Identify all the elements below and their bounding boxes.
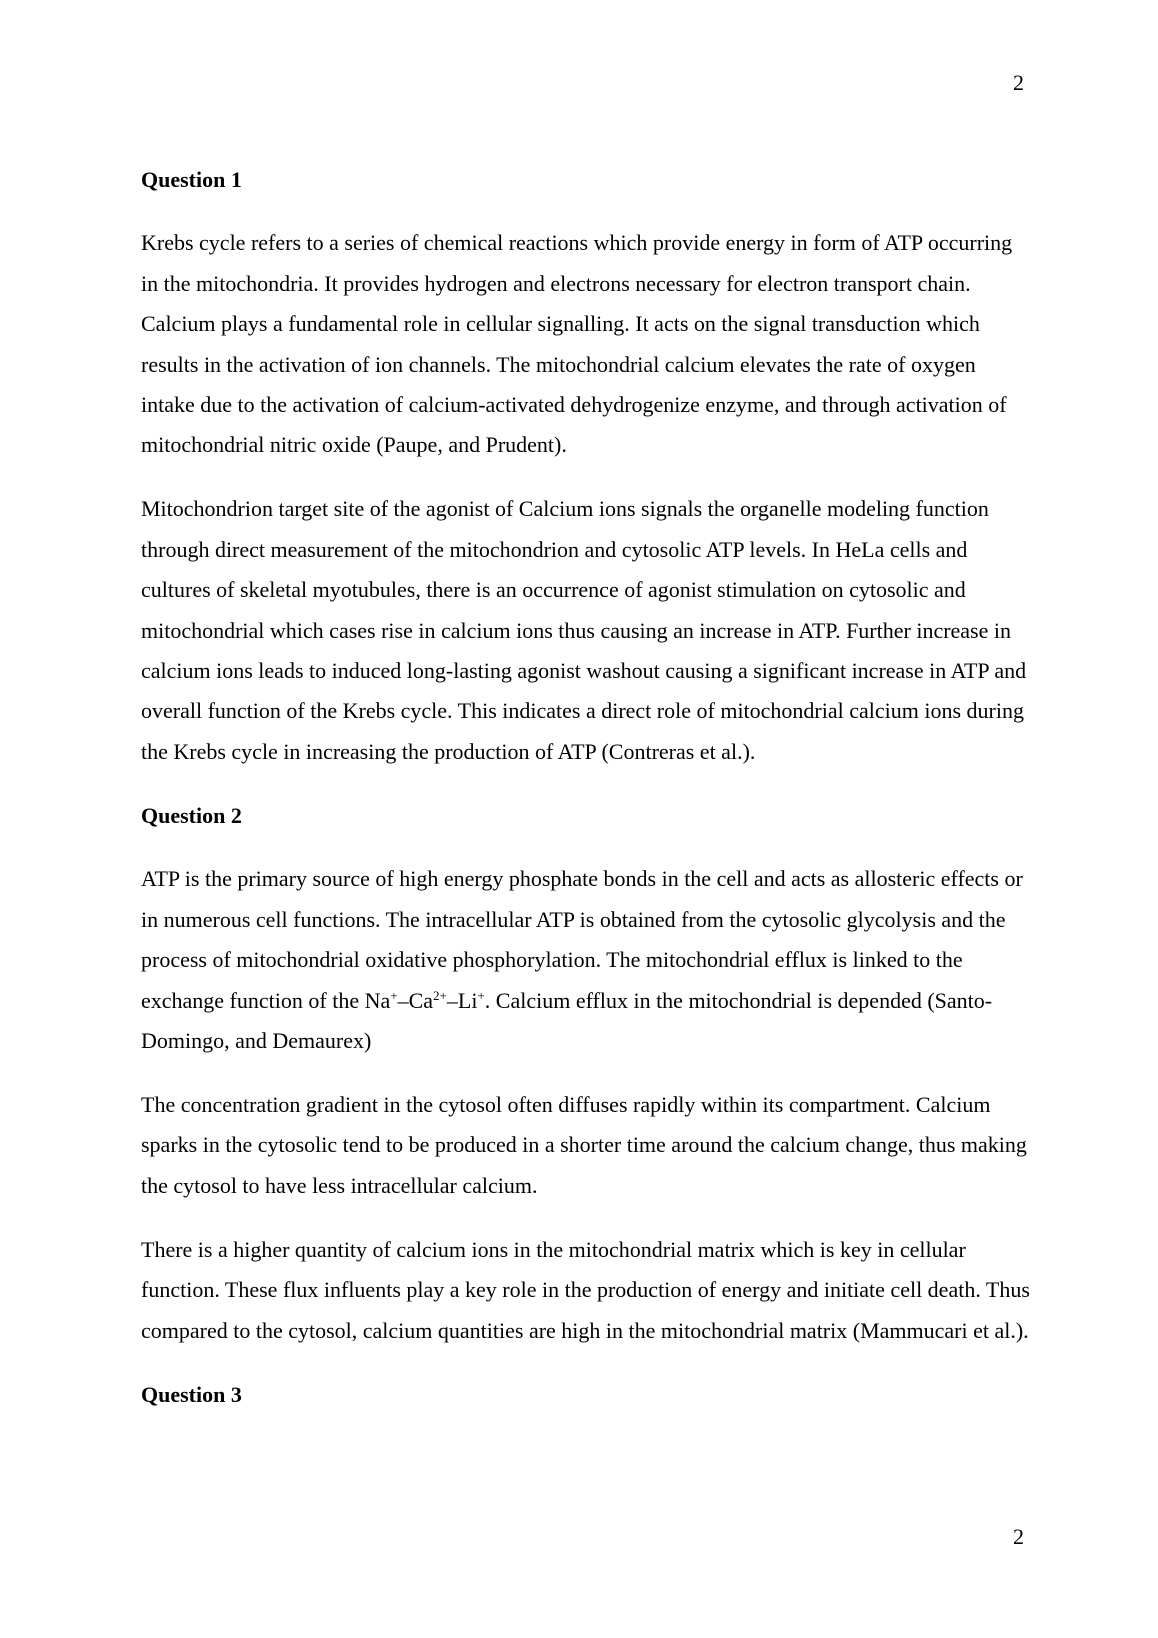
ion-ca-charge: 2+ [433, 987, 447, 1003]
question-2-paragraph-3: There is a higher quantity of calcium ions in the mitochondrial matrix which is key in cellular function. These flux influents play a key role in the production of energy and initiate cell death. Thus compared to the cytosol, calcium quantities are high in the mitochondrial matrix (Mammucari et al.). [141, 1236, 1030, 1343]
ion-li: –Li [446, 987, 478, 1013]
question-1-paragraph-1: Krebs cycle refers to a series of chemical reactions which provide energy in form of ATP occurring in the mitochondria. It provides hydrogen and electrons necessary for electron transport chain. Calcium plays a fundamental role in cellular signalling. It acts on the signal transduction which results in the activation of ion channels. The mitochondrial calcium elevates the rate of oxygen intake due to the activation of calcium-activated dehydrogenize enzyme, and through activation of mitochondrial nitric oxide (Paupe, and Prudent). [141, 230, 1013, 458]
document-body [141, 160, 1031, 1438]
ion-li-charge: + [477, 987, 485, 1003]
question-2-heading: Question 2 [141, 802, 242, 828]
question-2-paragraph-1 [141, 859, 1031, 1061]
page-number-top: 2 [1013, 70, 1024, 95]
question-1-heading: Question 1 [141, 167, 242, 192]
page-number-bottom: 2 [1013, 1524, 1024, 1549]
question-2-paragraph-1-tail: . Calcium efflux in the mitochondrial is depended (Santo-Domingo, and Demaurex) [141, 987, 993, 1053]
ion-na-charge: + [390, 987, 398, 1003]
question-2-paragraph-1-text: ATP is the primary source of high energy phosphate bonds in the cell and acts as allosteric effects or in numerous cell functions. The intracellular ATP is obtained from the cytosolic glycolysis and the process of mitochondrial oxidative phosphorylation. The mitochondrial efflux is linked to the exchange function of the [141, 866, 1023, 1013]
ion-ca: –Ca [397, 987, 434, 1013]
question-2-paragraph-2: The concentration gradient in the cytosol often diffuses rapidly within its compartment. Calcium sparks in the cytosolic tend to be produced in a shorter time around the calcium change, thus making the cytosol to have less intracellular calcium. [141, 1091, 1027, 1198]
question-3-heading: Question 3 [141, 1381, 242, 1407]
question-1-paragraph-2: Mitochondrion target site of the agonist of Calcium ions signals the organelle modeling function through direct measurement of the mitochondrion and cytosolic ATP levels. In HeLa cells and cultures of skeletal myotubules, there is an occurrence of agonist stimulation on cytosolic and mitochondrial which cases rise in calcium ions thus causing an increase in ATP. Further increase in calcium ions leads to induced long-lasting agonist washout causing a significant increase in ATP and overall function of the Krebs cycle. This indicates a direct role of mitochondrial calcium ions during the Krebs cycle in increasing the production of ATP (Contreras et al.). [141, 496, 1027, 764]
ion-na: Na [364, 987, 391, 1013]
